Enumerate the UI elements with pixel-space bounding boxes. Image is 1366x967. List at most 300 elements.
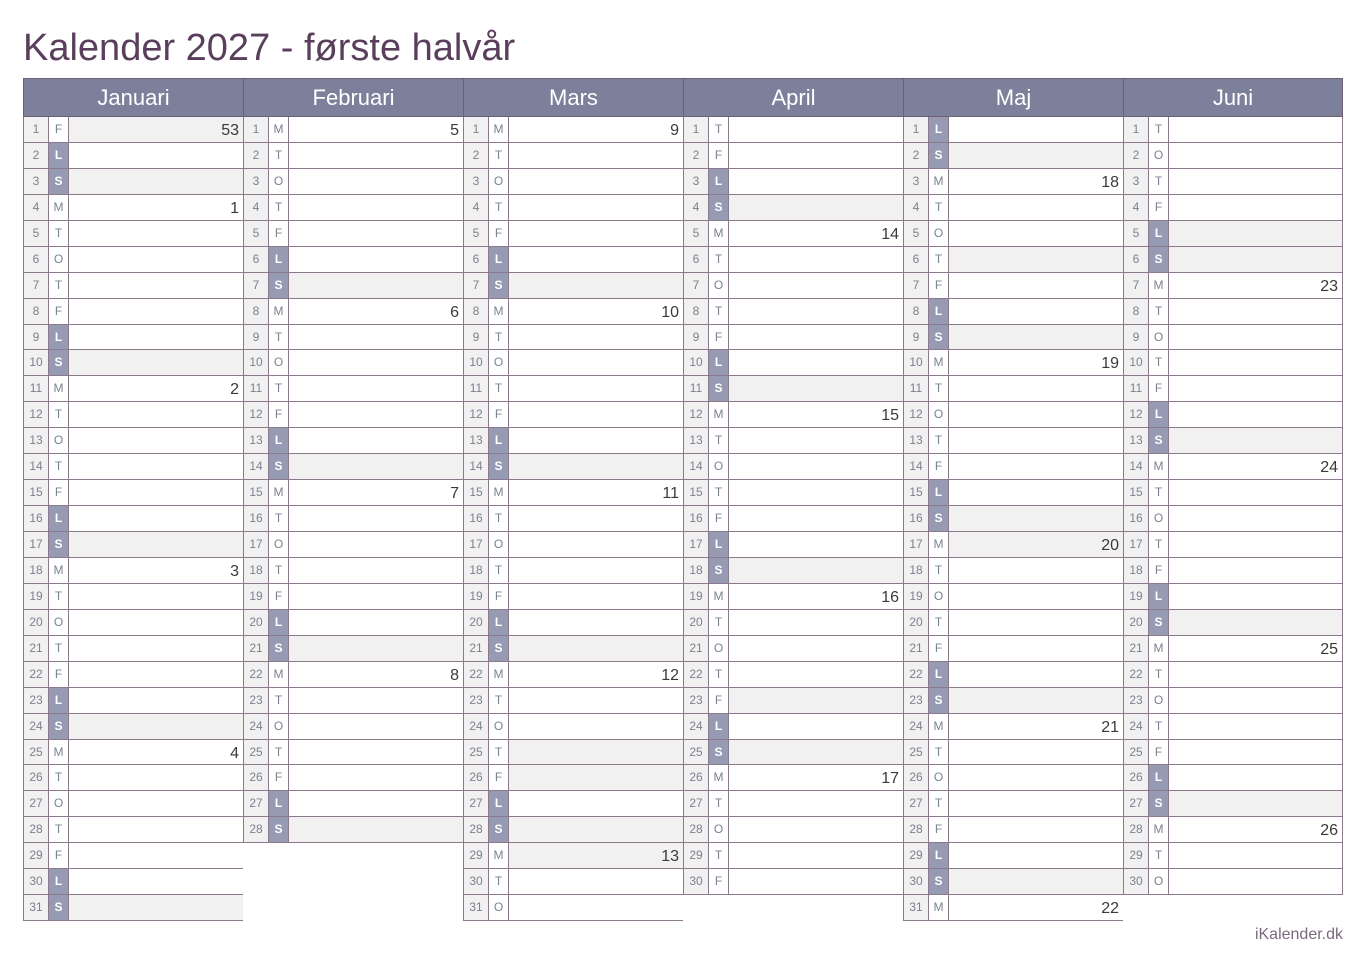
note-cell[interactable] <box>729 636 903 661</box>
note-cell[interactable] <box>289 532 463 557</box>
note-cell[interactable]: 3 <box>69 558 243 583</box>
note-cell[interactable] <box>509 143 683 168</box>
note-cell[interactable] <box>729 428 903 453</box>
weekday-letter: T <box>49 817 69 842</box>
note-cell[interactable] <box>69 584 243 609</box>
note-cell[interactable] <box>949 765 1123 790</box>
day-number: 24 <box>24 714 49 739</box>
weekday-letter: S <box>49 532 69 557</box>
note-cell[interactable] <box>1169 558 1342 583</box>
note-cell[interactable] <box>729 740 903 765</box>
note-cell[interactable] <box>1169 169 1342 194</box>
month-column-april <box>683 78 903 921</box>
note-cell[interactable] <box>509 506 683 531</box>
note-cell[interactable]: 18 <box>949 169 1123 194</box>
note-cell[interactable] <box>69 843 243 868</box>
note-cell[interactable] <box>289 817 463 842</box>
note-cell[interactable] <box>69 895 243 920</box>
day-number: 17 <box>464 532 489 557</box>
note-cell[interactable]: 53 <box>69 117 243 142</box>
note-cell[interactable] <box>69 273 243 298</box>
weekday-letter: O <box>1149 869 1169 894</box>
note-cell[interactable] <box>729 454 903 479</box>
note-cell[interactable] <box>729 480 903 505</box>
note-cell[interactable]: 25 <box>1169 636 1342 661</box>
note-cell[interactable] <box>509 740 683 765</box>
note-cell[interactable] <box>729 169 903 194</box>
note-cell[interactable] <box>289 143 463 168</box>
weekday-letter: T <box>709 610 729 635</box>
note-cell[interactable] <box>729 791 903 816</box>
day-number: 2 <box>244 143 269 168</box>
note-cell[interactable] <box>949 273 1123 298</box>
note-cell[interactable] <box>509 765 683 790</box>
note-cell[interactable] <box>69 428 243 453</box>
day-number: 22 <box>244 662 269 687</box>
weekday-letter: T <box>929 740 949 765</box>
note-cell[interactable] <box>289 454 463 479</box>
note-cell[interactable] <box>949 740 1123 765</box>
note-cell[interactable] <box>69 454 243 479</box>
note-cell[interactable] <box>729 558 903 583</box>
note-cell[interactable] <box>1169 584 1342 609</box>
weekday-letter: O <box>49 610 69 635</box>
note-cell[interactable] <box>69 169 243 194</box>
note-cell[interactable] <box>509 428 683 453</box>
note-cell[interactable] <box>729 662 903 687</box>
note-cell[interactable] <box>949 610 1123 635</box>
note-cell[interactable]: 6 <box>289 299 463 324</box>
note-cell[interactable] <box>1169 610 1342 635</box>
note-cell[interactable] <box>69 636 243 661</box>
note-cell[interactable] <box>949 376 1123 401</box>
day-number: 7 <box>684 273 709 298</box>
day-number: 27 <box>1124 791 1149 816</box>
day-row <box>903 299 1123 325</box>
note-cell[interactable]: 21 <box>949 714 1123 739</box>
day-row <box>683 376 903 402</box>
note-cell[interactable] <box>509 350 683 375</box>
note-cell[interactable] <box>69 402 243 427</box>
note-cell[interactable] <box>1169 843 1342 868</box>
day-number: 13 <box>904 428 929 453</box>
day-number: 16 <box>684 506 709 531</box>
note-cell[interactable] <box>289 506 463 531</box>
note-cell[interactable] <box>729 299 903 324</box>
day-row <box>1123 325 1343 351</box>
weekday-letter: L <box>269 610 289 635</box>
note-cell[interactable] <box>289 376 463 401</box>
note-cell[interactable] <box>729 843 903 868</box>
day-row <box>903 610 1123 636</box>
day-number: 30 <box>684 869 709 894</box>
weekday-letter: T <box>1149 117 1169 142</box>
note-cell[interactable] <box>949 584 1123 609</box>
note-cell[interactable] <box>69 714 243 739</box>
weekday-letter: M <box>929 532 949 557</box>
note-cell[interactable] <box>509 688 683 713</box>
day-number: 29 <box>1124 843 1149 868</box>
day-number: 22 <box>1124 662 1149 687</box>
note-cell[interactable] <box>949 325 1123 350</box>
weekday-letter: M <box>929 169 949 194</box>
weekday-letter: M <box>269 662 289 687</box>
note-cell[interactable] <box>729 688 903 713</box>
note-cell[interactable] <box>509 584 683 609</box>
note-cell[interactable] <box>509 869 683 894</box>
month-column-maj <box>903 78 1123 921</box>
day-row <box>463 325 683 351</box>
note-cell[interactable]: 24 <box>1169 454 1342 479</box>
weekday-letter: T <box>709 662 729 687</box>
note-cell[interactable] <box>69 480 243 505</box>
weekday-letter: T <box>489 688 509 713</box>
note-cell[interactable] <box>509 791 683 816</box>
day-row <box>1123 532 1343 558</box>
note-cell[interactable] <box>69 662 243 687</box>
day-row <box>683 273 903 299</box>
note-cell[interactable]: 13 <box>509 843 683 868</box>
note-cell[interactable] <box>729 532 903 557</box>
note-cell[interactable] <box>949 117 1123 142</box>
note-cell[interactable] <box>69 765 243 790</box>
day-number: 12 <box>24 402 49 427</box>
day-number: 5 <box>684 221 709 246</box>
note-cell[interactable] <box>949 662 1123 687</box>
note-cell[interactable] <box>1169 325 1342 350</box>
note-cell[interactable]: 12 <box>509 662 683 687</box>
note-cell[interactable] <box>69 532 243 557</box>
note-cell[interactable] <box>69 325 243 350</box>
day-row <box>1123 299 1343 325</box>
weekday-letter: O <box>489 169 509 194</box>
day-row <box>243 221 463 247</box>
weekday-letter: M <box>49 195 69 220</box>
day-row <box>463 843 683 869</box>
day-number: 23 <box>464 688 489 713</box>
note-cell[interactable] <box>729 350 903 375</box>
weekday-letter: L <box>489 791 509 816</box>
weekday-letter: F <box>709 688 729 713</box>
note-cell[interactable] <box>289 636 463 661</box>
note-cell[interactable] <box>69 143 243 168</box>
note-cell[interactable] <box>69 221 243 246</box>
note-cell[interactable] <box>289 169 463 194</box>
note-cell[interactable] <box>729 376 903 401</box>
note-cell[interactable]: 22 <box>949 895 1123 920</box>
note-cell[interactable]: 20 <box>949 532 1123 557</box>
note-cell[interactable] <box>729 325 903 350</box>
day-row <box>463 169 683 195</box>
note-cell[interactable] <box>509 714 683 739</box>
day-number: 27 <box>684 791 709 816</box>
day-number: 26 <box>904 765 929 790</box>
note-cell[interactable]: 23 <box>1169 273 1342 298</box>
weekday-letter: S <box>49 169 69 194</box>
day-number: 20 <box>244 610 269 635</box>
page-title: Kalender 2027 - første halvår <box>23 27 516 69</box>
note-cell[interactable] <box>729 506 903 531</box>
note-cell[interactable] <box>1169 532 1342 557</box>
note-cell[interactable]: 19 <box>949 350 1123 375</box>
note-cell[interactable] <box>949 195 1123 220</box>
note-cell[interactable] <box>289 714 463 739</box>
day-number: 3 <box>904 169 929 194</box>
day-row <box>463 636 683 662</box>
day-number: 17 <box>904 532 929 557</box>
note-cell[interactable] <box>509 454 683 479</box>
month-header: Juni <box>1123 78 1343 117</box>
note-cell[interactable] <box>949 299 1123 324</box>
day-row <box>1123 843 1343 869</box>
weekday-letter: L <box>489 428 509 453</box>
note-cell[interactable] <box>1169 143 1342 168</box>
weekday-letter: S <box>1149 247 1169 272</box>
note-cell[interactable] <box>69 506 243 531</box>
weekday-letter: M <box>489 662 509 687</box>
note-cell[interactable]: 4 <box>69 740 243 765</box>
day-row <box>1123 117 1343 143</box>
note-cell[interactable] <box>509 221 683 246</box>
weekday-letter: T <box>49 584 69 609</box>
day-number: 18 <box>684 558 709 583</box>
day-row <box>463 376 683 402</box>
note-cell[interactable] <box>1169 221 1342 246</box>
note-cell[interactable] <box>949 454 1123 479</box>
note-cell[interactable] <box>69 869 243 894</box>
day-number: 30 <box>904 869 929 894</box>
weekday-letter: T <box>709 480 729 505</box>
note-cell[interactable] <box>729 143 903 168</box>
day-number: 25 <box>24 740 49 765</box>
day-row <box>683 480 903 506</box>
note-cell[interactable] <box>729 273 903 298</box>
note-cell[interactable] <box>949 480 1123 505</box>
weekday-letter: F <box>269 221 289 246</box>
note-cell[interactable] <box>1169 402 1342 427</box>
note-cell[interactable] <box>1169 117 1342 142</box>
weekday-letter: M <box>1149 454 1169 479</box>
note-cell[interactable] <box>289 428 463 453</box>
note-cell[interactable] <box>289 765 463 790</box>
note-cell[interactable] <box>509 195 683 220</box>
note-cell[interactable] <box>949 688 1123 713</box>
weekday-letter: S <box>1149 428 1169 453</box>
day-row <box>23 558 243 584</box>
note-cell[interactable] <box>509 273 683 298</box>
day-number: 31 <box>24 895 49 920</box>
note-cell[interactable] <box>1169 765 1342 790</box>
note-cell[interactable] <box>1169 714 1342 739</box>
note-cell[interactable] <box>1169 376 1342 401</box>
note-cell[interactable] <box>1169 247 1342 272</box>
day-number: 21 <box>684 636 709 661</box>
day-number: 13 <box>1124 428 1149 453</box>
note-cell[interactable]: 5 <box>289 117 463 142</box>
day-row <box>903 428 1123 454</box>
note-cell[interactable] <box>949 247 1123 272</box>
day-number: 17 <box>1124 532 1149 557</box>
note-cell[interactable] <box>69 247 243 272</box>
day-row <box>23 740 243 766</box>
note-cell[interactable] <box>729 247 903 272</box>
note-cell[interactable] <box>509 169 683 194</box>
day-row <box>243 454 463 480</box>
note-cell[interactable] <box>509 558 683 583</box>
note-cell[interactable] <box>949 402 1123 427</box>
note-cell[interactable] <box>289 350 463 375</box>
note-cell[interactable] <box>289 740 463 765</box>
note-cell[interactable] <box>1169 195 1342 220</box>
day-number: 13 <box>464 428 489 453</box>
note-cell[interactable] <box>1169 480 1342 505</box>
note-cell[interactable] <box>509 532 683 557</box>
weekday-letter: T <box>489 869 509 894</box>
day-row <box>243 558 463 584</box>
day-row <box>1123 869 1343 895</box>
note-cell[interactable] <box>1169 662 1342 687</box>
note-cell[interactable]: 17 <box>729 765 903 790</box>
note-cell[interactable] <box>509 817 683 842</box>
day-row <box>683 636 903 662</box>
note-cell[interactable]: 11 <box>509 480 683 505</box>
note-cell[interactable] <box>949 558 1123 583</box>
note-cell[interactable] <box>1169 688 1342 713</box>
note-cell[interactable]: 9 <box>509 117 683 142</box>
day-row <box>903 688 1123 714</box>
weekday-letter: L <box>1149 584 1169 609</box>
note-cell[interactable] <box>1169 869 1342 894</box>
note-cell[interactable] <box>289 247 463 272</box>
day-row <box>1123 558 1343 584</box>
day-number: 8 <box>244 299 269 324</box>
note-cell[interactable]: 2 <box>69 376 243 401</box>
day-number: 16 <box>464 506 489 531</box>
day-number: 4 <box>244 195 269 220</box>
note-cell[interactable] <box>729 869 903 894</box>
note-cell[interactable] <box>509 247 683 272</box>
note-cell[interactable] <box>1169 791 1342 816</box>
day-number: 16 <box>24 506 49 531</box>
day-row <box>243 791 463 817</box>
note-cell[interactable] <box>289 221 463 246</box>
note-cell[interactable] <box>729 714 903 739</box>
day-row <box>683 688 903 714</box>
note-cell[interactable]: 14 <box>729 221 903 246</box>
day-row <box>243 662 463 688</box>
weekday-letter: T <box>49 636 69 661</box>
note-cell[interactable] <box>1169 506 1342 531</box>
day-row <box>683 325 903 351</box>
note-cell[interactable] <box>289 325 463 350</box>
note-cell[interactable]: 16 <box>729 584 903 609</box>
day-number: 25 <box>1124 740 1149 765</box>
day-number: 25 <box>464 740 489 765</box>
note-cell[interactable] <box>69 350 243 375</box>
note-cell[interactable] <box>729 610 903 635</box>
note-cell[interactable] <box>69 791 243 816</box>
weekday-letter: T <box>49 765 69 790</box>
day-number: 1 <box>464 117 489 142</box>
note-cell[interactable] <box>1169 299 1342 324</box>
weekday-letter: O <box>709 817 729 842</box>
note-cell[interactable] <box>949 636 1123 661</box>
note-cell[interactable] <box>729 117 903 142</box>
note-cell[interactable] <box>509 376 683 401</box>
note-cell[interactable] <box>1169 740 1342 765</box>
note-cell[interactable] <box>949 221 1123 246</box>
note-cell[interactable]: 10 <box>509 299 683 324</box>
note-cell[interactable] <box>289 558 463 583</box>
day-number: 28 <box>464 817 489 842</box>
weekday-letter: F <box>929 454 949 479</box>
day-row <box>23 662 243 688</box>
note-cell[interactable] <box>69 688 243 713</box>
note-cell[interactable] <box>289 610 463 635</box>
note-cell[interactable] <box>949 428 1123 453</box>
day-row <box>463 765 683 791</box>
weekday-letter: T <box>1149 350 1169 375</box>
note-cell[interactable]: 7 <box>289 480 463 505</box>
note-cell[interactable] <box>289 584 463 609</box>
note-cell[interactable] <box>949 791 1123 816</box>
note-cell[interactable]: 26 <box>1169 817 1342 842</box>
day-number: 10 <box>464 350 489 375</box>
day-row <box>463 117 683 143</box>
note-cell[interactable] <box>949 143 1123 168</box>
note-cell[interactable] <box>69 610 243 635</box>
day-row <box>903 273 1123 299</box>
day-row <box>683 843 903 869</box>
note-cell[interactable]: 8 <box>289 662 463 687</box>
day-number: 5 <box>1124 221 1149 246</box>
day-number: 20 <box>684 610 709 635</box>
note-cell[interactable] <box>949 506 1123 531</box>
note-cell[interactable] <box>509 402 683 427</box>
note-cell[interactable] <box>729 817 903 842</box>
day-row <box>23 169 243 195</box>
day-row <box>463 402 683 428</box>
note-cell[interactable] <box>509 636 683 661</box>
weekday-letter: O <box>269 532 289 557</box>
note-cell[interactable] <box>289 273 463 298</box>
note-cell[interactable] <box>289 402 463 427</box>
day-row <box>463 610 683 636</box>
weekday-letter: M <box>1149 273 1169 298</box>
weekday-letter: F <box>709 506 729 531</box>
day-number: 1 <box>244 117 269 142</box>
note-cell[interactable] <box>1169 350 1342 375</box>
note-cell[interactable] <box>949 817 1123 842</box>
note-cell[interactable] <box>1169 428 1342 453</box>
note-cell[interactable] <box>69 299 243 324</box>
note-cell[interactable] <box>509 610 683 635</box>
day-number: 2 <box>1124 143 1149 168</box>
note-cell[interactable]: 15 <box>729 402 903 427</box>
day-number: 18 <box>904 558 929 583</box>
note-cell[interactable] <box>289 791 463 816</box>
note-cell[interactable] <box>289 688 463 713</box>
weekday-letter: O <box>709 273 729 298</box>
note-cell[interactable] <box>949 869 1123 894</box>
note-cell[interactable]: 1 <box>69 195 243 220</box>
note-cell[interactable] <box>69 817 243 842</box>
note-cell[interactable] <box>949 843 1123 868</box>
note-cell[interactable] <box>289 195 463 220</box>
note-cell[interactable] <box>729 195 903 220</box>
note-cell[interactable] <box>509 325 683 350</box>
note-cell[interactable] <box>509 895 683 920</box>
